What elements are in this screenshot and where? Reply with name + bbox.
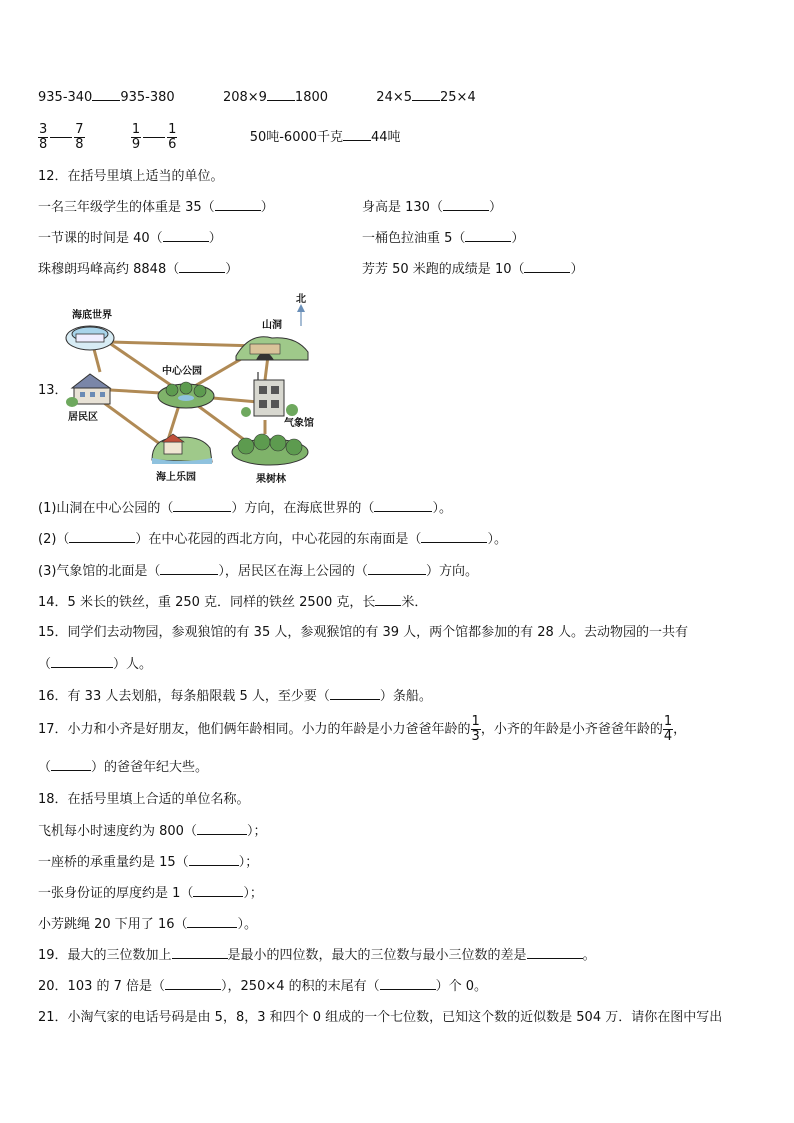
answer-blank[interactable] [165, 977, 221, 990]
answer-blank[interactable] [179, 260, 225, 273]
answer-blank[interactable] [50, 137, 72, 138]
answer-blank[interactable] [267, 88, 295, 101]
answer-blank[interactable] [527, 946, 583, 959]
label-sea-world: 海底世界 [72, 310, 112, 321]
answer-blank[interactable] [380, 977, 436, 990]
fraction: $\frac{7}{8}$ [75, 122, 84, 152]
compare-row-2 [38, 121, 401, 155]
direction-map [60, 292, 322, 488]
fraction: $\frac{3}{8}$ [39, 122, 48, 152]
q13-sub-1: (1)山洞在中心公园的（ ）方向，在海底世界的（ ）。 [38, 501, 452, 516]
question-21: 21．小淘气家的电话号码是由 5，8，3 和四个 0 组成的一个七位数，已知这个数的近似数是 504 万．请你在图中写出 [38, 1010, 723, 1025]
expr: 44吨 [371, 130, 401, 145]
q12-item: 一节课的时间是 40（ ） [38, 231, 222, 246]
answer-blank[interactable] [51, 655, 113, 668]
q18-item: 一座桥的承重量约是 15（ ）； [38, 855, 259, 870]
answer-blank[interactable] [51, 758, 91, 771]
expr: 24×5 [376, 90, 413, 105]
q13-sub-3: (3)气象馆的北面是（ ），居民区在海上公园的（ ）方向。 [38, 564, 478, 579]
question-15: 15．同学们去动物园，参观狼馆的有 35 人，参观猴馆的有 39 人，两个馆都参加的有 28 人。去动物园的一共有 [38, 625, 688, 640]
label-cave: 山洞 [262, 320, 282, 331]
sea-park-icon [152, 434, 212, 464]
cave-icon [236, 337, 308, 360]
question-17: 17．小力和小齐是好朋友，他们俩年龄相同。小力的年龄是小力爸爸年龄的 $\frac{1}{3}$ ，小齐的年龄是小齐爸爸年龄的 $\frac{1}{4}$ ， [38, 714, 687, 744]
answer-blank[interactable] [197, 822, 247, 835]
answer-blank[interactable] [163, 229, 209, 242]
orchard-icon [232, 434, 308, 465]
weather-station-icon [241, 372, 298, 417]
expr: 935-340 [38, 90, 93, 105]
answer-blank[interactable] [215, 198, 261, 211]
fraction: $\frac{1}{6}$ [168, 122, 177, 152]
label-orchard: 果树林 [256, 474, 286, 485]
label-north: 北 [296, 294, 306, 305]
answer-blank[interactable] [160, 562, 218, 575]
question-13-number: 13． [38, 383, 68, 398]
question-16: 16．有 33 人去划船，每条船限载 5 人，至少要（ ）条船。 [38, 689, 432, 704]
fraction: $\frac{1}{4}$ [663, 714, 673, 744]
q12-item: 身高是 130（ ） [362, 200, 502, 215]
central-park-icon [158, 382, 214, 408]
question-19: 19．最大的三位数加上 是最小的四位数，最大的三位数与最小三位数的差是 。 [38, 948, 596, 963]
q12-item: 芳芳 50 米跑的成绩是 10（ ） [362, 262, 584, 277]
label-weather-station: 气象馆 [284, 418, 314, 429]
answer-blank[interactable] [172, 946, 228, 959]
question-18-title: 18．在括号里填上合适的单位名称。 [38, 792, 250, 807]
fraction: $\frac{1}{9}$ [131, 122, 141, 152]
answer-blank[interactable] [374, 499, 432, 512]
answer-blank[interactable] [368, 562, 426, 575]
answer-blank[interactable] [173, 499, 231, 512]
answer-blank[interactable] [193, 884, 243, 897]
question-17-cont: （ ）的爸爸年纪大些。 [38, 760, 209, 775]
q13-sub-2: (2)（ ）在中心花园的西北方向，中心花园的东南面是（ ）。 [38, 532, 507, 547]
answer-blank[interactable] [92, 88, 120, 101]
answer-blank[interactable] [375, 593, 401, 606]
north-arrow-icon [297, 304, 305, 326]
expr: 935-380 [120, 90, 175, 105]
q18-item: 小芳跳绳 20 下用了 16（ ）。 [38, 917, 257, 932]
residential-icon [66, 374, 110, 407]
label-residential: 居民区 [68, 412, 98, 423]
expr: 50吨-6000千克 [249, 130, 344, 145]
question-12-title: 12．在括号里填上适当的单位。 [38, 169, 224, 184]
answer-blank[interactable] [524, 260, 570, 273]
answer-blank[interactable] [143, 137, 165, 138]
answer-blank[interactable] [443, 198, 489, 211]
question-20: 20．103 的 7 倍是（ ），250×4 的积的末尾有（ ）个 0。 [38, 979, 488, 994]
fraction: $\frac{1}{3}$ [471, 714, 480, 744]
expr: 1800 [294, 90, 329, 105]
q12-item: 珠穆朗玛峰高约 8848（ ） [38, 262, 239, 277]
label-central-park: 中心公园 [162, 366, 202, 377]
answer-blank[interactable] [421, 530, 487, 543]
q12-item: 一桶色拉油重 5（ ） [362, 231, 525, 246]
label-sea-park: 海上乐园 [156, 472, 196, 483]
answer-blank[interactable] [187, 915, 237, 928]
q18-item: 飞机每小时速度约为 800（ ）； [38, 824, 267, 839]
answer-blank[interactable] [330, 687, 380, 700]
answer-blank[interactable] [189, 853, 239, 866]
compare-row-1 [38, 88, 476, 107]
question-15-cont: （ ）人。 [38, 657, 153, 672]
answer-blank[interactable] [69, 530, 135, 543]
answer-blank[interactable] [465, 229, 511, 242]
answer-blank[interactable] [412, 88, 440, 101]
q12-item: 一名三年级学生的体重是 35（ ） [38, 200, 274, 215]
q18-item: 一张身份证的厚度约是 1（ ）； [38, 886, 263, 901]
expr: 25×4 [440, 90, 476, 105]
expr: 208×9 [222, 90, 267, 105]
sea-world-icon [66, 326, 114, 350]
answer-blank[interactable] [343, 128, 371, 141]
question-14: 14．5 米长的铁丝，重 250 克．同样的铁丝 2500 克，长 米． [38, 595, 428, 610]
